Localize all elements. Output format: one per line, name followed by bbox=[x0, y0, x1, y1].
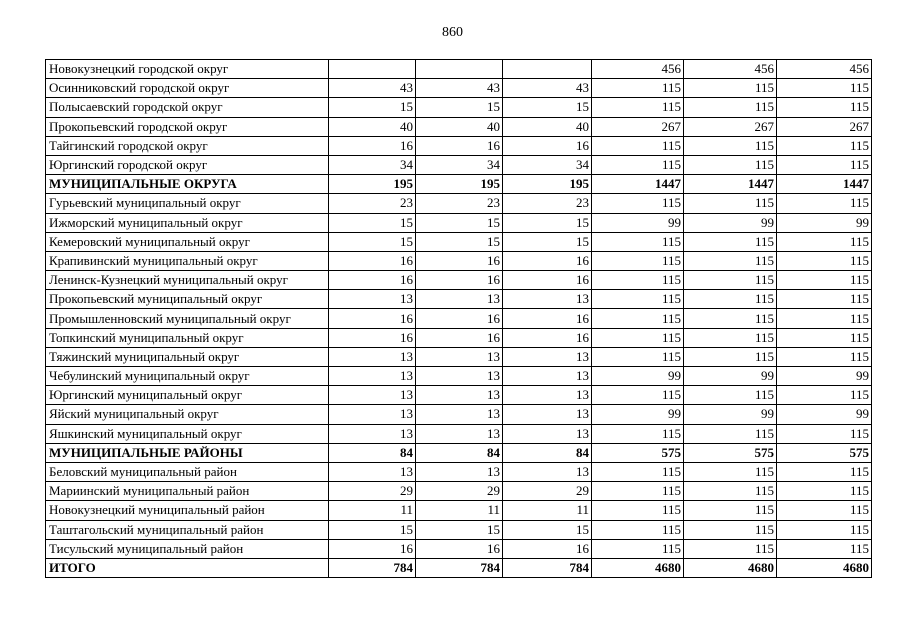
row-name-cell: Полысаевский городской округ bbox=[46, 98, 329, 117]
value-cell: 13 bbox=[503, 347, 592, 366]
value-cell: 115 bbox=[684, 251, 777, 270]
value-cell: 43 bbox=[329, 79, 416, 98]
value-cell: 16 bbox=[416, 328, 503, 347]
value-cell: 13 bbox=[416, 367, 503, 386]
value-cell: 115 bbox=[592, 232, 684, 251]
value-cell: 15 bbox=[329, 232, 416, 251]
value-cell: 115 bbox=[777, 347, 872, 366]
value-cell: 84 bbox=[416, 443, 503, 462]
value-cell: 115 bbox=[592, 290, 684, 309]
value-cell: 11 bbox=[329, 501, 416, 520]
value-cell: 115 bbox=[777, 309, 872, 328]
table-row bbox=[46, 213, 872, 232]
table-row bbox=[46, 251, 872, 270]
value-cell: 15 bbox=[503, 98, 592, 117]
row-name-cell: Тайгинский городской округ bbox=[46, 136, 329, 155]
value-cell: 34 bbox=[416, 155, 503, 174]
value-cell: 15 bbox=[416, 98, 503, 117]
value-cell bbox=[503, 60, 592, 79]
value-cell: 16 bbox=[329, 539, 416, 558]
table-row bbox=[46, 367, 872, 386]
value-cell: 11 bbox=[416, 501, 503, 520]
value-cell: 13 bbox=[329, 424, 416, 443]
table-row bbox=[46, 60, 872, 79]
value-cell: 115 bbox=[684, 309, 777, 328]
table-row bbox=[46, 386, 872, 405]
row-name-cell: Топкинский муниципальный округ bbox=[46, 328, 329, 347]
value-cell: 40 bbox=[416, 117, 503, 136]
row-name-cell: МУНИЦИПАЛЬНЫЕ ОКРУГА bbox=[46, 175, 329, 194]
value-cell: 84 bbox=[329, 443, 416, 462]
row-name-cell: Яшкинский муниципальный округ bbox=[46, 424, 329, 443]
value-cell: 99 bbox=[777, 367, 872, 386]
value-cell: 115 bbox=[592, 194, 684, 213]
value-cell: 115 bbox=[777, 271, 872, 290]
value-cell: 115 bbox=[684, 194, 777, 213]
value-cell: 115 bbox=[684, 539, 777, 558]
value-cell: 115 bbox=[592, 386, 684, 405]
value-cell: 115 bbox=[592, 98, 684, 117]
value-cell: 267 bbox=[777, 117, 872, 136]
row-name-cell: Тисульский муниципальный район bbox=[46, 539, 329, 558]
value-cell: 15 bbox=[503, 232, 592, 251]
row-name-cell: Ижморский муниципальный округ bbox=[46, 213, 329, 232]
table-row bbox=[46, 462, 872, 481]
value-cell: 115 bbox=[592, 79, 684, 98]
value-cell: 34 bbox=[329, 155, 416, 174]
value-cell: 13 bbox=[416, 290, 503, 309]
row-name-cell: Новокузнецкий муниципальный район bbox=[46, 501, 329, 520]
value-cell: 15 bbox=[329, 98, 416, 117]
value-cell: 13 bbox=[503, 367, 592, 386]
value-cell: 1447 bbox=[684, 175, 777, 194]
value-cell: 16 bbox=[503, 271, 592, 290]
value-cell: 575 bbox=[684, 443, 777, 462]
value-cell: 13 bbox=[329, 290, 416, 309]
table-row bbox=[46, 520, 872, 539]
value-cell: 267 bbox=[684, 117, 777, 136]
value-cell: 99 bbox=[592, 405, 684, 424]
value-cell: 115 bbox=[592, 462, 684, 481]
value-cell: 4680 bbox=[684, 558, 777, 577]
value-cell: 16 bbox=[503, 136, 592, 155]
page-number: 860 bbox=[442, 25, 463, 40]
value-cell: 15 bbox=[416, 232, 503, 251]
value-cell: 115 bbox=[684, 424, 777, 443]
table-row bbox=[46, 328, 872, 347]
value-cell: 115 bbox=[592, 424, 684, 443]
value-cell: 34 bbox=[503, 155, 592, 174]
row-name-cell: МУНИЦИПАЛЬНЫЕ РАЙОНЫ bbox=[46, 443, 329, 462]
value-cell: 16 bbox=[416, 271, 503, 290]
value-cell: 16 bbox=[503, 328, 592, 347]
row-name-cell: Яйский муниципальный округ bbox=[46, 405, 329, 424]
value-cell: 15 bbox=[416, 520, 503, 539]
value-cell: 115 bbox=[777, 424, 872, 443]
value-cell: 115 bbox=[777, 194, 872, 213]
value-cell: 40 bbox=[329, 117, 416, 136]
table-row-subtotal bbox=[46, 175, 872, 194]
value-cell: 29 bbox=[329, 482, 416, 501]
value-cell: 115 bbox=[592, 251, 684, 270]
value-cell: 43 bbox=[416, 79, 503, 98]
value-cell: 115 bbox=[592, 328, 684, 347]
value-cell: 456 bbox=[777, 60, 872, 79]
value-cell: 84 bbox=[503, 443, 592, 462]
row-name-cell: Новокузнецкий городской округ bbox=[46, 60, 329, 79]
table-row bbox=[46, 155, 872, 174]
value-cell: 195 bbox=[503, 175, 592, 194]
value-cell: 784 bbox=[503, 558, 592, 577]
value-cell: 23 bbox=[416, 194, 503, 213]
value-cell: 4680 bbox=[777, 558, 872, 577]
value-cell: 99 bbox=[777, 405, 872, 424]
value-cell: 99 bbox=[592, 213, 684, 232]
row-name-cell: Таштагольский муниципальный район bbox=[46, 520, 329, 539]
value-cell: 16 bbox=[416, 251, 503, 270]
value-cell: 99 bbox=[684, 213, 777, 232]
table-row bbox=[46, 347, 872, 366]
value-cell: 4680 bbox=[592, 558, 684, 577]
table-row bbox=[46, 271, 872, 290]
value-cell: 13 bbox=[416, 405, 503, 424]
row-name-cell: Прокопьевский городской округ bbox=[46, 117, 329, 136]
row-name-cell: Мариинский муниципальный район bbox=[46, 482, 329, 501]
table-row bbox=[46, 309, 872, 328]
value-cell: 115 bbox=[684, 136, 777, 155]
row-name-cell: Юргинский муниципальный округ bbox=[46, 386, 329, 405]
value-cell: 115 bbox=[684, 98, 777, 117]
value-cell: 13 bbox=[329, 462, 416, 481]
value-cell: 115 bbox=[777, 328, 872, 347]
value-cell: 13 bbox=[416, 386, 503, 405]
data-table bbox=[45, 59, 872, 578]
value-cell: 43 bbox=[503, 79, 592, 98]
value-cell: 13 bbox=[503, 386, 592, 405]
value-cell: 16 bbox=[329, 136, 416, 155]
table-row bbox=[46, 79, 872, 98]
row-name-cell: Юргинский городской округ bbox=[46, 155, 329, 174]
table-row-subtotal bbox=[46, 443, 872, 462]
value-cell: 115 bbox=[777, 98, 872, 117]
table-row bbox=[46, 194, 872, 213]
value-cell: 115 bbox=[777, 79, 872, 98]
value-cell: 115 bbox=[592, 539, 684, 558]
value-cell: 13 bbox=[329, 405, 416, 424]
value-cell: 16 bbox=[416, 309, 503, 328]
value-cell: 115 bbox=[684, 290, 777, 309]
value-cell: 115 bbox=[684, 232, 777, 251]
value-cell: 267 bbox=[592, 117, 684, 136]
value-cell: 11 bbox=[503, 501, 592, 520]
table-row bbox=[46, 405, 872, 424]
value-cell: 16 bbox=[329, 309, 416, 328]
value-cell: 16 bbox=[329, 271, 416, 290]
table-row bbox=[46, 290, 872, 309]
value-cell: 16 bbox=[329, 251, 416, 270]
table-row bbox=[46, 136, 872, 155]
value-cell: 16 bbox=[416, 539, 503, 558]
row-name-cell: Чебулинский муниципальный округ bbox=[46, 367, 329, 386]
row-name-cell: Кемеровский муниципальный округ bbox=[46, 232, 329, 251]
value-cell: 1447 bbox=[592, 175, 684, 194]
value-cell: 13 bbox=[503, 462, 592, 481]
value-cell: 115 bbox=[777, 539, 872, 558]
value-cell: 115 bbox=[777, 462, 872, 481]
value-cell: 16 bbox=[503, 539, 592, 558]
table-row bbox=[46, 98, 872, 117]
value-cell: 115 bbox=[592, 136, 684, 155]
value-cell: 575 bbox=[592, 443, 684, 462]
value-cell: 16 bbox=[329, 328, 416, 347]
value-cell: 13 bbox=[329, 347, 416, 366]
value-cell: 16 bbox=[416, 136, 503, 155]
value-cell: 115 bbox=[684, 328, 777, 347]
value-cell: 115 bbox=[777, 501, 872, 520]
value-cell bbox=[416, 60, 503, 79]
value-cell: 13 bbox=[503, 290, 592, 309]
row-name-cell: Осинниковский городской округ bbox=[46, 79, 329, 98]
table-body bbox=[46, 60, 872, 578]
value-cell: 115 bbox=[592, 347, 684, 366]
table-row bbox=[46, 424, 872, 443]
value-cell: 115 bbox=[684, 79, 777, 98]
value-cell: 99 bbox=[777, 213, 872, 232]
value-cell: 15 bbox=[329, 213, 416, 232]
value-cell: 195 bbox=[329, 175, 416, 194]
value-cell: 15 bbox=[503, 520, 592, 539]
value-cell: 40 bbox=[503, 117, 592, 136]
value-cell: 115 bbox=[777, 520, 872, 539]
value-cell: 115 bbox=[592, 271, 684, 290]
value-cell: 29 bbox=[416, 482, 503, 501]
value-cell: 575 bbox=[777, 443, 872, 462]
value-cell: 115 bbox=[777, 251, 872, 270]
value-cell bbox=[329, 60, 416, 79]
value-cell: 15 bbox=[503, 213, 592, 232]
table-row bbox=[46, 482, 872, 501]
value-cell: 115 bbox=[684, 155, 777, 174]
value-cell: 115 bbox=[592, 309, 684, 328]
value-cell: 784 bbox=[416, 558, 503, 577]
value-cell: 456 bbox=[592, 60, 684, 79]
value-cell: 13 bbox=[503, 424, 592, 443]
value-cell: 13 bbox=[503, 405, 592, 424]
value-cell: 13 bbox=[416, 424, 503, 443]
value-cell: 13 bbox=[329, 386, 416, 405]
value-cell: 99 bbox=[684, 367, 777, 386]
table-row bbox=[46, 539, 872, 558]
value-cell: 115 bbox=[684, 347, 777, 366]
row-name-cell: Крапивинский муниципальный округ bbox=[46, 251, 329, 270]
value-cell: 13 bbox=[329, 367, 416, 386]
value-cell: 115 bbox=[684, 271, 777, 290]
value-cell: 115 bbox=[684, 501, 777, 520]
value-cell: 23 bbox=[329, 194, 416, 213]
value-cell: 456 bbox=[684, 60, 777, 79]
value-cell: 23 bbox=[503, 194, 592, 213]
value-cell: 16 bbox=[503, 251, 592, 270]
row-name-cell: Прокопьевский муниципальный округ bbox=[46, 290, 329, 309]
value-cell: 99 bbox=[592, 367, 684, 386]
value-cell: 195 bbox=[416, 175, 503, 194]
value-cell: 99 bbox=[684, 405, 777, 424]
row-name-cell: Тяжинский муниципальный округ bbox=[46, 347, 329, 366]
value-cell: 115 bbox=[777, 290, 872, 309]
value-cell: 115 bbox=[592, 155, 684, 174]
value-cell: 115 bbox=[592, 482, 684, 501]
row-name-cell: Беловский муниципальный район bbox=[46, 462, 329, 481]
value-cell: 115 bbox=[684, 386, 777, 405]
value-cell: 115 bbox=[777, 155, 872, 174]
table-row bbox=[46, 501, 872, 520]
table-row-subtotal bbox=[46, 558, 872, 577]
value-cell: 29 bbox=[503, 482, 592, 501]
row-name-cell: Промышленновский муниципальный округ bbox=[46, 309, 329, 328]
value-cell: 115 bbox=[684, 482, 777, 501]
value-cell: 13 bbox=[416, 462, 503, 481]
value-cell: 115 bbox=[777, 232, 872, 251]
table-row bbox=[46, 117, 872, 136]
table-row bbox=[46, 232, 872, 251]
value-cell: 115 bbox=[684, 462, 777, 481]
row-name-cell: Ленинск-Кузнецкий муниципальный округ bbox=[46, 271, 329, 290]
value-cell: 15 bbox=[329, 520, 416, 539]
value-cell: 115 bbox=[592, 520, 684, 539]
row-name-cell: Гурьевский муниципальный округ bbox=[46, 194, 329, 213]
value-cell: 115 bbox=[684, 520, 777, 539]
value-cell: 115 bbox=[777, 386, 872, 405]
value-cell: 1447 bbox=[777, 175, 872, 194]
value-cell: 115 bbox=[592, 501, 684, 520]
row-name-cell: ИТОГО bbox=[46, 558, 329, 577]
value-cell: 15 bbox=[416, 213, 503, 232]
value-cell: 115 bbox=[777, 136, 872, 155]
value-cell: 784 bbox=[329, 558, 416, 577]
value-cell: 115 bbox=[777, 482, 872, 501]
value-cell: 13 bbox=[416, 347, 503, 366]
value-cell: 16 bbox=[503, 309, 592, 328]
